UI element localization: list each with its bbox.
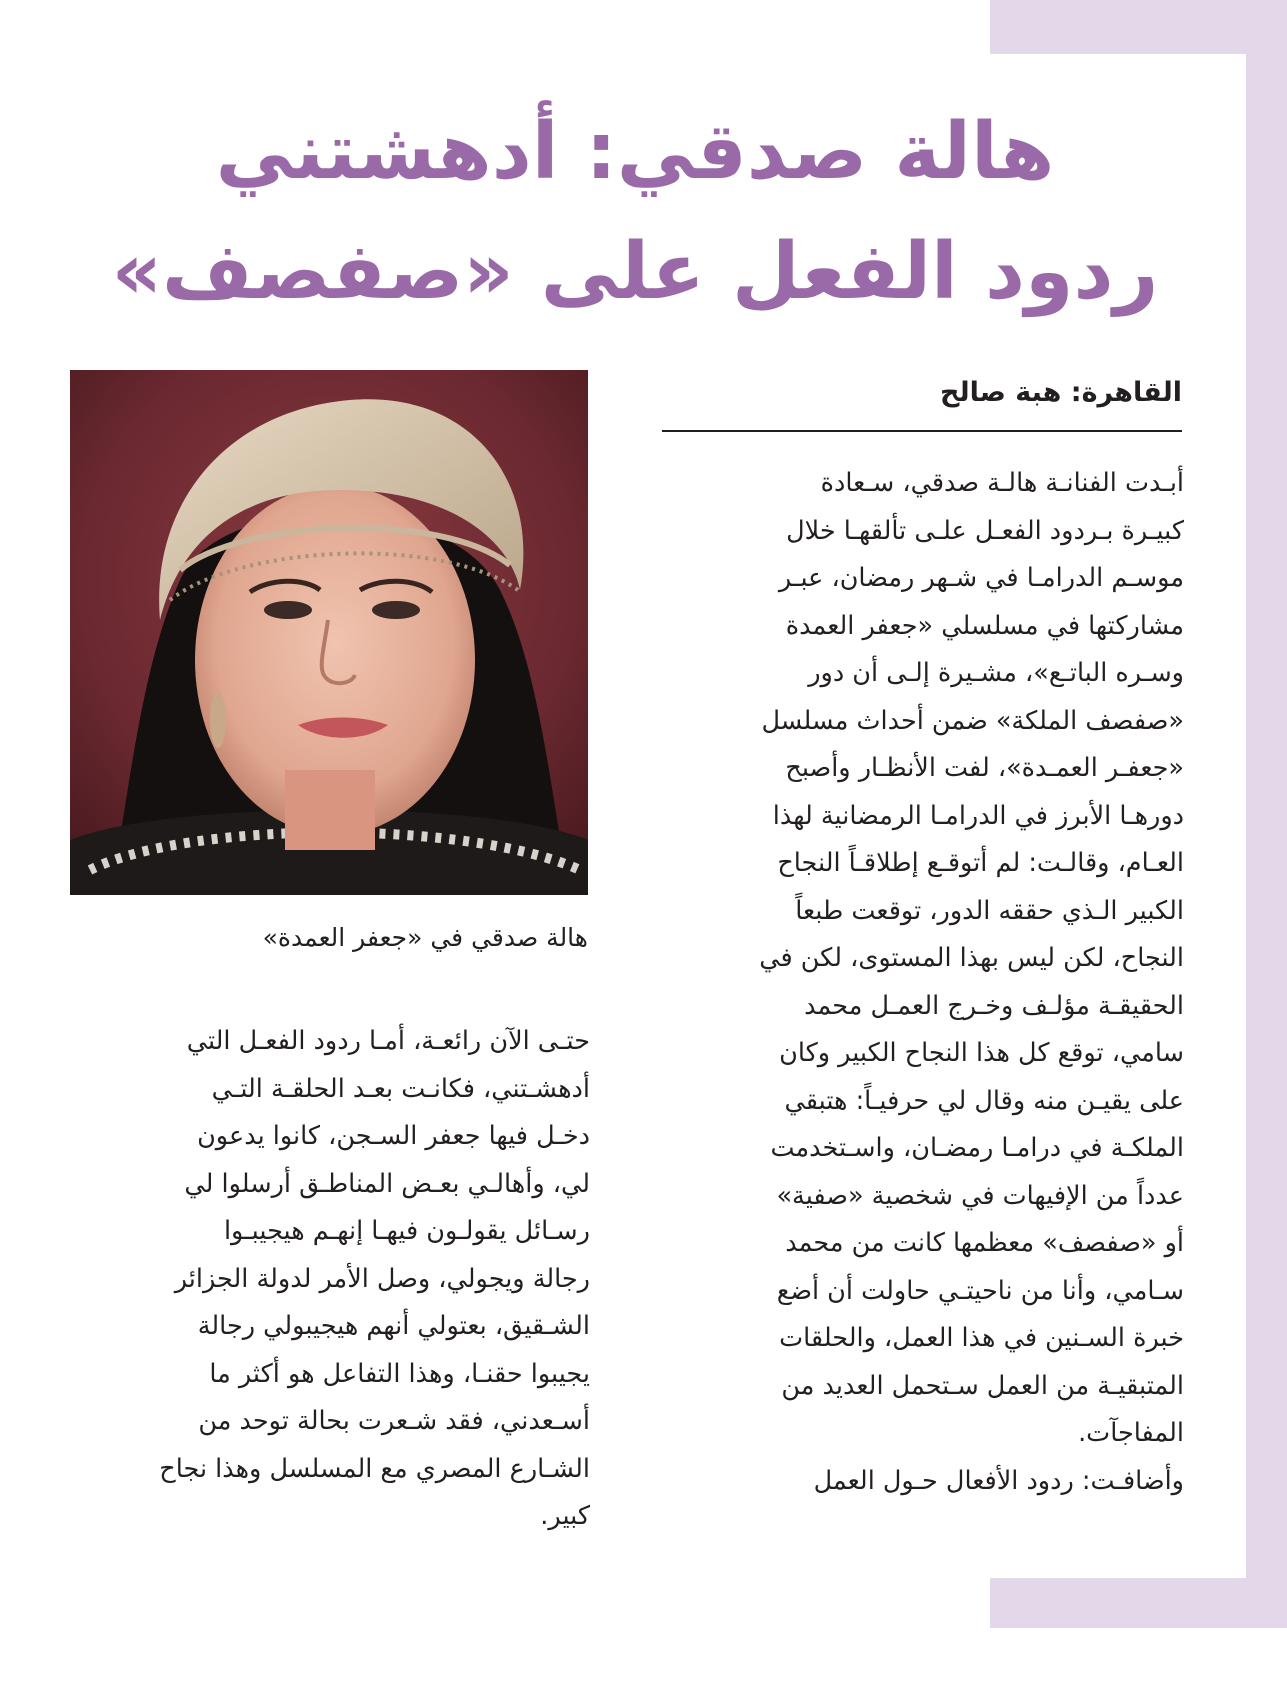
article-line: الحقيقـة مؤلـف وخـرج العمـل محمد [804, 990, 1184, 1021]
decorative-frame-bottom [990, 1578, 1287, 1628]
article-line: الكبير الـذي حققه الدور، توقعت طبعاً [795, 895, 1184, 926]
article-line: موسـم الدرامـا في شـهر رمضان، عبـر [778, 563, 1184, 593]
decorative-frame-right [1246, 0, 1287, 1628]
article-line: أو «صفصف» معظمها كانت من محمد [785, 1228, 1184, 1258]
article-line: «صفصف الملكة» ضمن أحداث مسلسل [761, 705, 1184, 736]
article-line: أسـعدني، فقد شـعرت بحالة توحد من [198, 1406, 590, 1436]
byline-divider [662, 430, 1182, 432]
article-line: خبرة السـنين في هذا العمل، والحلقات [779, 1323, 1184, 1353]
article-line: رسـائل يقولـون فيهـا إنهـم هيجيبـوا [223, 1216, 590, 1246]
photo-caption: هالة صدقي في «جعفر العمدة» [262, 923, 588, 952]
headline-line-1: هالة صدقي: أدهشتني [215, 107, 1055, 197]
article-line: حتـى الآن رائعـة، أمـا ردود الفعـل التي [186, 1026, 590, 1056]
article-line: كبيـرة بـردود الفعـل علـى تألقهـا خلال [786, 515, 1184, 546]
article-line: سـامي، وأنا من ناحيتـي حاولت أن أضع [776, 1275, 1184, 1306]
headline [60, 92, 1210, 332]
article-line: «جعفـر العمـدة»، لفت الأنظـار وأصبح [785, 753, 1184, 783]
article-line: مشاركتها في مسلسلي «جعفر العمدة [785, 610, 1184, 641]
article-line: المفاجآت. [1078, 1418, 1184, 1448]
article-line: أدهشـتني، فكانـت بعـد الحلقـة التـي [211, 1073, 590, 1104]
article-line: النجاح، لكن ليس بهذا المستوى، لكن في [759, 943, 1184, 973]
decorative-frame-top [990, 0, 1287, 54]
article-line: الملكـة في درامـا رمضـان، واسـتخدمت [770, 1133, 1184, 1163]
article-line: عدداً من الإفيهات في شخصية «صفية» [776, 1180, 1184, 1211]
article-line: أبـدت الفنانـة هالـة صدقي، سـعادة [820, 468, 1184, 498]
article-line: على يقيـن منه وقال لي حرفيـاً: هتبقي [784, 1085, 1184, 1116]
article-line: دخـل فيها جعفر السـجن، كانوا يدعون [197, 1121, 590, 1151]
article-line: سامي، توقع كل هذا النجاح الكبير وكان [779, 1038, 1184, 1068]
article-line: لي، وأهالـي بعـض المناطـق أرسلوا لي [184, 1168, 590, 1199]
article-line: كبير. [540, 1501, 590, 1531]
article-line: دورهـا الأبرز في الدرامـا الرمضانية لهذا [772, 800, 1184, 831]
headline-line-2: ردود الفعل على «صفصف» [111, 227, 1159, 317]
article-line: رجالة ويجولي، وصل الأمر لدولة الجزائر [174, 1263, 590, 1294]
article-line: العـام، وقالـت: لم أتوقـع إطلاقـاً النجاح [777, 848, 1184, 878]
article-column-left [70, 1018, 590, 1541]
article-line: يجيبوا حقنـا، وهذا التفاعل هو أكثر ما [209, 1358, 590, 1389]
article-line: وسـره الباتـع»، مشـيرة إلـى أن دور [808, 658, 1184, 688]
article-line: الشـقيق، بعتولي أنهم هيجيبولي رجالة [197, 1311, 590, 1341]
portrait-photo [70, 370, 588, 895]
byline: القاهرة: هبة صالح [940, 377, 1182, 408]
article-line: وأضافـت: ردود الأفعال حـول العمل [813, 1465, 1184, 1496]
article-line: الشـارع المصري مع المسلسل وهذا نجاح [159, 1453, 590, 1484]
article-column-right [660, 460, 1184, 1505]
article-line: المتبقيـة من العمل سـتحمل العديد من [781, 1370, 1184, 1401]
